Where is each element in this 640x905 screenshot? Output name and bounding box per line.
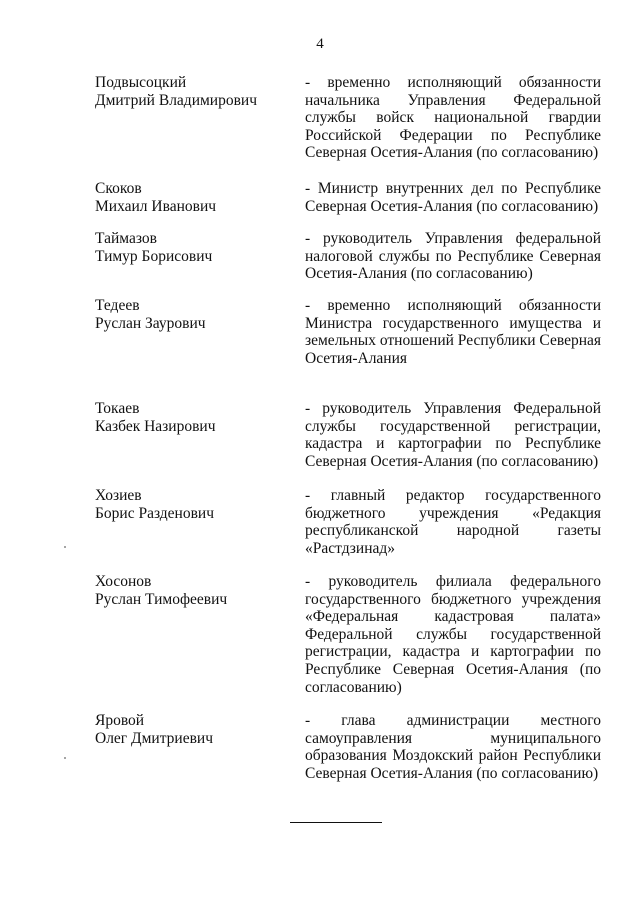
- member-given-names: Руслан Тимофеевич: [95, 590, 228, 608]
- member-given-names: Тимур Борисович: [95, 247, 213, 265]
- member-surname: Токаев: [95, 400, 140, 417]
- member-position: - руководитель филиала федерального государственного бюджетного учреждения «Федеральная кадастровая палата» Федеральной службы государственной регистрации, кадастра и картографии по Республике Северная Осетия-Алания (по согласованию): [305, 573, 601, 696]
- closing-line: [290, 822, 382, 823]
- member-name: [95, 487, 295, 522]
- member-position: - временно исполняющий обязанности Министра государственного имущества и земельных отношений Республики Северная Осетия-Алания: [305, 297, 601, 367]
- member-name: [95, 297, 295, 332]
- page-number: 4: [316, 36, 324, 52]
- member-given-names: Руслан Заурович: [95, 314, 206, 332]
- scan-speck: [64, 546, 66, 548]
- member-given-names: Дмитрий Владимирович: [95, 91, 258, 109]
- member-given-names: Михаил Иванович: [95, 197, 217, 215]
- member-position: - главный редактор государственного бюджетного учреждения «Редакция республиканской народной газеты «Растдзинад»: [305, 487, 601, 557]
- member-position: - руководитель Управления федеральной налоговой службы по Республике Северная Осетия-Алания (по согласованию): [305, 230, 601, 283]
- member-surname: Таймазов: [95, 230, 157, 247]
- member-surname: Скоков: [95, 180, 142, 197]
- member-surname: Хосонов: [95, 573, 152, 590]
- member-name: [95, 400, 295, 435]
- member-given-names: Борис Разденович: [95, 504, 215, 522]
- member-given-names: Казбек Назирович: [95, 417, 216, 435]
- member-surname: Яровой: [95, 712, 145, 729]
- member-position: - руководитель Управления Федеральной службы государственной регистрации, кадастра и картографии по Республике Северная Осетия-Алания (по согласованию): [305, 400, 601, 470]
- member-surname: Подвысоцкий: [95, 74, 187, 91]
- member-name: [95, 74, 295, 109]
- member-name: [95, 712, 295, 747]
- member-position: - временно исполняющий обязанности начальника Управления Федеральной службы войск национальной гвардии Российской Федерации по Республике Северная Осетия-Алания (по согласованию): [305, 74, 601, 162]
- member-name: [95, 180, 295, 215]
- member-name: [95, 230, 295, 265]
- member-surname: Хозиев: [95, 487, 142, 504]
- member-given-names: Олег Дмитриевич: [95, 729, 214, 747]
- member-surname: Тедеев: [95, 297, 140, 314]
- member-name: [95, 573, 295, 608]
- scan-speck: [64, 757, 66, 759]
- member-position: - Министр внутренних дел по Республике Северная Осетия-Алания (по согласованию): [305, 180, 601, 215]
- member-position: - глава администрации местного самоуправления муниципального образования Моздокский район Республики Северная Осетия-Алания (по согласованию): [305, 712, 601, 782]
